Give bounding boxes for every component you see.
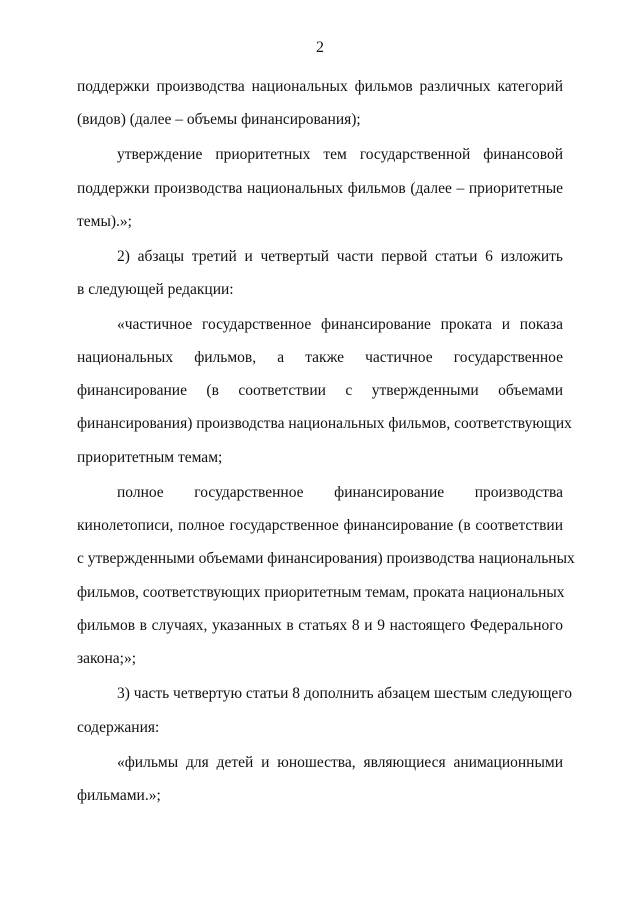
text-line: содержания: xyxy=(77,719,160,736)
text-line: в следующей редакции: xyxy=(77,281,234,298)
text-line: «фильмы для детей и юношества, являющиеся анимационными xyxy=(117,754,563,771)
text-line: (видов) (далее – объемы финансирования); xyxy=(77,111,361,128)
text-line: полное государственное финансирование производства xyxy=(117,484,563,501)
text-line: темы).»; xyxy=(77,213,132,230)
text-line: «частичное государственное финансирование проката и показа xyxy=(117,316,563,333)
text-line: поддержки производства национальных фильмов (далее – приоритетные xyxy=(77,180,563,197)
page-number: 2 xyxy=(316,39,324,56)
text-line: финансирование (в соответствии с утвержденными объемами xyxy=(77,382,563,399)
text-line: кинолетописи, полное государственное финансирование (в соответствии xyxy=(77,517,563,534)
text-line: утверждение приоритетных тем государственной финансовой xyxy=(117,146,563,163)
text-line: с утвержденными объемами финансирования) производства национальных xyxy=(77,550,575,567)
text-line: поддержки производства национальных фильмов различных категорий xyxy=(77,78,563,95)
text-line: 2) абзацы третий и четвертый части первой статьи 6 изложить xyxy=(117,248,563,265)
text-line: фильмов, соответствующих приоритетным темам, проката национальных xyxy=(77,584,565,601)
text-line: приоритетным темам; xyxy=(77,449,223,466)
text-line: национальных фильмов, а также частичное государственное xyxy=(77,349,563,366)
text-line: финансирования) производства национальных фильмов, соответствующих xyxy=(77,415,572,432)
text-line: фильмами.»; xyxy=(77,787,161,804)
text-line: закона;»; xyxy=(77,650,137,667)
text-line: 3) часть четвертую статьи 8 дополнить абзацем шестым следующего xyxy=(117,685,573,702)
text-line: фильмов в случаях, указанных в статьях 8 и 9 настоящего Федерального xyxy=(77,617,563,634)
